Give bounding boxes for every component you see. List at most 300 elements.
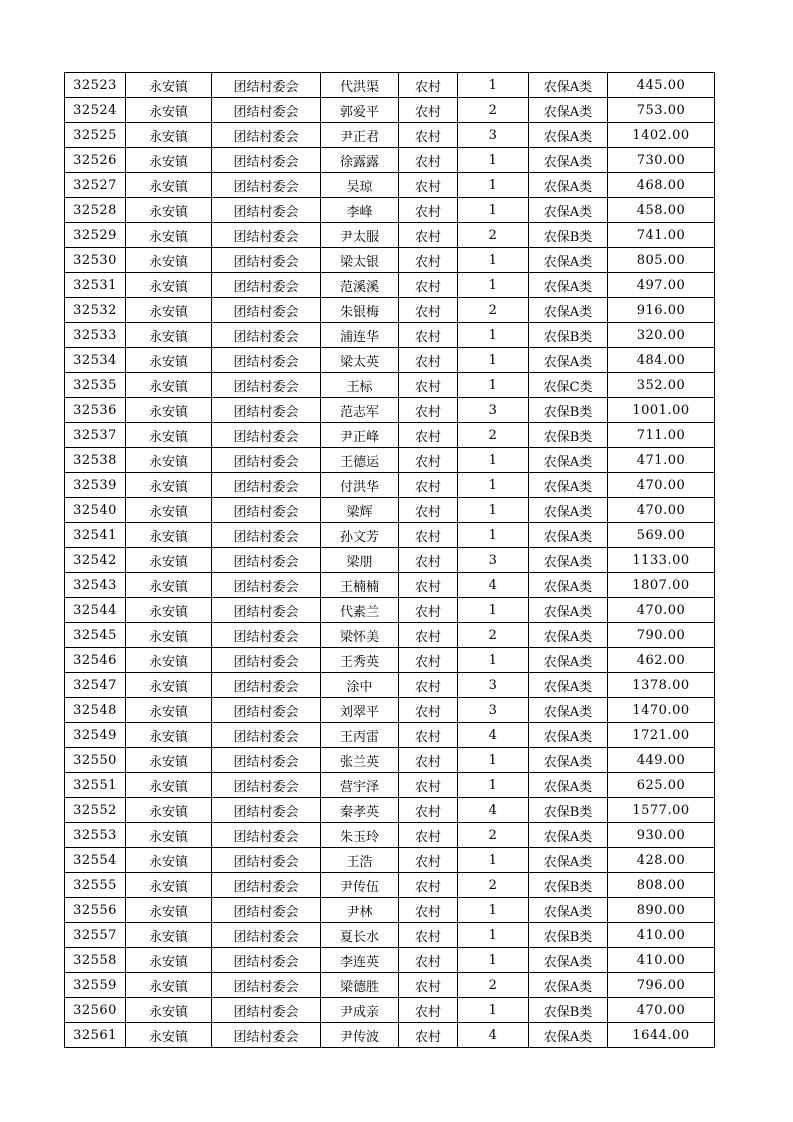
cell-residence-type: 农村: [399, 823, 458, 848]
cell-serial-number: 32530: [65, 248, 126, 273]
cell-person-name: 朱玉玲: [321, 823, 399, 848]
cell-serial-number: 32550: [65, 748, 126, 773]
cell-insurance-category: 农保A类: [529, 473, 608, 498]
cell-person-count: 1: [458, 773, 529, 798]
cell-serial-number: 32529: [65, 223, 126, 248]
cell-town: 永安镇: [126, 273, 212, 298]
cell-village-committee: 团结村委会: [212, 348, 321, 373]
cell-village-committee: 团结村委会: [212, 123, 321, 148]
cell-person-count: 3: [458, 548, 529, 573]
table-row: [65, 998, 715, 1023]
cell-amount: 1133.00: [608, 548, 715, 573]
table-row: [65, 573, 715, 598]
cell-serial-number: 32524: [65, 98, 126, 123]
cell-insurance-category: 农保B类: [529, 323, 608, 348]
cell-amount: 1470.00: [608, 698, 715, 723]
cell-town: 永安镇: [126, 523, 212, 548]
cell-person-name: 范志军: [321, 398, 399, 423]
table-row: [65, 348, 715, 373]
cell-serial-number: 32545: [65, 623, 126, 648]
cell-person-name: 李峰: [321, 198, 399, 223]
cell-person-name: 尹太服: [321, 223, 399, 248]
table-row: [65, 73, 715, 98]
cell-person-count: 1: [458, 148, 529, 173]
cell-person-name: 王楠楠: [321, 573, 399, 598]
table-row: [65, 523, 715, 548]
cell-amount: 730.00: [608, 148, 715, 173]
cell-person-count: 1: [458, 473, 529, 498]
cell-person-name: 尹传波: [321, 1023, 399, 1048]
cell-person-count: 1: [458, 998, 529, 1023]
cell-amount: 890.00: [608, 898, 715, 923]
cell-insurance-category: 农保B类: [529, 223, 608, 248]
cell-village-committee: 团结村委会: [212, 923, 321, 948]
cell-serial-number: 32559: [65, 973, 126, 998]
cell-residence-type: 农村: [399, 323, 458, 348]
cell-residence-type: 农村: [399, 798, 458, 823]
roster-table: [64, 72, 715, 1048]
cell-town: 永安镇: [126, 198, 212, 223]
cell-residence-type: 农村: [399, 223, 458, 248]
table-row: [65, 648, 715, 673]
cell-village-committee: 团结村委会: [212, 1023, 321, 1048]
cell-serial-number: 32532: [65, 298, 126, 323]
cell-insurance-category: 农保A类: [529, 173, 608, 198]
cell-insurance-category: 农保B类: [529, 423, 608, 448]
cell-village-committee: 团结村委会: [212, 98, 321, 123]
cell-town: 永安镇: [126, 248, 212, 273]
cell-village-committee: 团结村委会: [212, 898, 321, 923]
cell-person-count: 4: [458, 1023, 529, 1048]
cell-serial-number: 32541: [65, 523, 126, 548]
cell-town: 永安镇: [126, 898, 212, 923]
cell-person-count: 3: [458, 123, 529, 148]
cell-town: 永安镇: [126, 973, 212, 998]
cell-town: 永安镇: [126, 398, 212, 423]
cell-amount: 790.00: [608, 623, 715, 648]
cell-insurance-category: 农保A类: [529, 273, 608, 298]
table-row: [65, 298, 715, 323]
cell-residence-type: 农村: [399, 373, 458, 398]
cell-person-name: 梁辉: [321, 498, 399, 523]
cell-residence-type: 农村: [399, 498, 458, 523]
cell-village-committee: 团结村委会: [212, 548, 321, 573]
cell-town: 永安镇: [126, 773, 212, 798]
cell-residence-type: 农村: [399, 98, 458, 123]
cell-insurance-category: 农保A类: [529, 673, 608, 698]
cell-town: 永安镇: [126, 923, 212, 948]
cell-serial-number: 32548: [65, 698, 126, 723]
cell-person-name: 秦孝英: [321, 798, 399, 823]
cell-residence-type: 农村: [399, 598, 458, 623]
cell-person-name: 王德运: [321, 448, 399, 473]
cell-person-count: 1: [458, 248, 529, 273]
table-row: [65, 798, 715, 823]
cell-residence-type: 农村: [399, 173, 458, 198]
cell-village-committee: 团结村委会: [212, 223, 321, 248]
cell-person-name: 吴琼: [321, 173, 399, 198]
cell-person-count: 1: [458, 448, 529, 473]
cell-person-count: 2: [458, 298, 529, 323]
cell-person-count: 1: [458, 898, 529, 923]
cell-person-name: 梁怀美: [321, 623, 399, 648]
cell-person-name: 徐露露: [321, 148, 399, 173]
table-row: [65, 973, 715, 998]
cell-person-name: 王标: [321, 373, 399, 398]
cell-town: 永安镇: [126, 623, 212, 648]
cell-person-count: 1: [458, 273, 529, 298]
cell-town: 永安镇: [126, 698, 212, 723]
cell-insurance-category: 农保A类: [529, 123, 608, 148]
cell-village-committee: 团结村委会: [212, 423, 321, 448]
cell-serial-number: 32538: [65, 448, 126, 473]
cell-serial-number: 32539: [65, 473, 126, 498]
cell-residence-type: 农村: [399, 973, 458, 998]
cell-person-name: 尹正君: [321, 123, 399, 148]
table-row: [65, 623, 715, 648]
cell-residence-type: 农村: [399, 473, 458, 498]
cell-serial-number: 32549: [65, 723, 126, 748]
cell-insurance-category: 农保A类: [529, 623, 608, 648]
cell-residence-type: 农村: [399, 723, 458, 748]
cell-insurance-category: 农保A类: [529, 598, 608, 623]
cell-amount: 470.00: [608, 473, 715, 498]
cell-village-committee: 团结村委会: [212, 398, 321, 423]
cell-town: 永安镇: [126, 848, 212, 873]
cell-residence-type: 农村: [399, 923, 458, 948]
cell-residence-type: 农村: [399, 398, 458, 423]
cell-residence-type: 农村: [399, 423, 458, 448]
cell-residence-type: 农村: [399, 573, 458, 598]
cell-town: 永安镇: [126, 73, 212, 98]
cell-serial-number: 32553: [65, 823, 126, 848]
cell-village-committee: 团结村委会: [212, 373, 321, 398]
table-row: [65, 323, 715, 348]
cell-amount: 1402.00: [608, 123, 715, 148]
cell-residence-type: 农村: [399, 623, 458, 648]
cell-person-name: 刘翠平: [321, 698, 399, 723]
cell-person-count: 3: [458, 698, 529, 723]
cell-insurance-category: 农保A类: [529, 1023, 608, 1048]
cell-amount: 711.00: [608, 423, 715, 448]
cell-person-count: 2: [458, 623, 529, 648]
cell-amount: 449.00: [608, 748, 715, 773]
cell-residence-type: 农村: [399, 73, 458, 98]
cell-village-committee: 团结村委会: [212, 148, 321, 173]
cell-person-name: 梁德胜: [321, 973, 399, 998]
cell-village-committee: 团结村委会: [212, 473, 321, 498]
cell-person-count: 3: [458, 673, 529, 698]
cell-person-name: 营宇泽: [321, 773, 399, 798]
cell-amount: 1378.00: [608, 673, 715, 698]
cell-serial-number: 32556: [65, 898, 126, 923]
cell-insurance-category: 农保A类: [529, 973, 608, 998]
cell-village-committee: 团结村委会: [212, 298, 321, 323]
cell-serial-number: 32527: [65, 173, 126, 198]
cell-person-count: 1: [458, 848, 529, 873]
cell-town: 永安镇: [126, 98, 212, 123]
cell-town: 永安镇: [126, 473, 212, 498]
cell-amount: 470.00: [608, 598, 715, 623]
cell-residence-type: 农村: [399, 898, 458, 923]
table-row: [65, 923, 715, 948]
cell-serial-number: 32558: [65, 948, 126, 973]
table-row: [65, 448, 715, 473]
cell-village-committee: 团结村委会: [212, 273, 321, 298]
table-row: [65, 223, 715, 248]
cell-amount: 470.00: [608, 998, 715, 1023]
cell-residence-type: 农村: [399, 1023, 458, 1048]
cell-village-committee: 团结村委会: [212, 73, 321, 98]
cell-insurance-category: 农保B类: [529, 798, 608, 823]
cell-insurance-category: 农保C类: [529, 373, 608, 398]
cell-insurance-category: 农保A类: [529, 298, 608, 323]
cell-serial-number: 32557: [65, 923, 126, 948]
cell-residence-type: 农村: [399, 148, 458, 173]
cell-person-name: 尹林: [321, 898, 399, 923]
cell-town: 永安镇: [126, 298, 212, 323]
cell-amount: 741.00: [608, 223, 715, 248]
cell-village-committee: 团结村委会: [212, 773, 321, 798]
cell-serial-number: 32546: [65, 648, 126, 673]
cell-amount: 468.00: [608, 173, 715, 198]
cell-village-committee: 团结村委会: [212, 448, 321, 473]
cell-town: 永安镇: [126, 948, 212, 973]
table-row: [65, 198, 715, 223]
cell-town: 永安镇: [126, 123, 212, 148]
cell-serial-number: 32534: [65, 348, 126, 373]
cell-amount: 930.00: [608, 823, 715, 848]
table-row: [65, 148, 715, 173]
table-row: [65, 123, 715, 148]
cell-residence-type: 农村: [399, 523, 458, 548]
table-row: [65, 773, 715, 798]
table-row: [65, 373, 715, 398]
cell-village-committee: 团结村委会: [212, 573, 321, 598]
cell-person-name: 尹传伍: [321, 873, 399, 898]
cell-insurance-category: 农保A类: [529, 98, 608, 123]
cell-person-count: 4: [458, 573, 529, 598]
cell-amount: 625.00: [608, 773, 715, 798]
cell-insurance-category: 农保B类: [529, 998, 608, 1023]
cell-village-committee: 团结村委会: [212, 498, 321, 523]
cell-insurance-category: 农保A类: [529, 148, 608, 173]
table-row: [65, 1023, 715, 1048]
cell-serial-number: 32535: [65, 373, 126, 398]
cell-village-committee: 团结村委会: [212, 973, 321, 998]
cell-person-count: 1: [458, 598, 529, 623]
cell-amount: 753.00: [608, 98, 715, 123]
cell-village-committee: 团结村委会: [212, 198, 321, 223]
cell-serial-number: 32525: [65, 123, 126, 148]
cell-person-name: 朱银梅: [321, 298, 399, 323]
cell-residence-type: 农村: [399, 998, 458, 1023]
cell-residence-type: 农村: [399, 348, 458, 373]
cell-town: 永安镇: [126, 798, 212, 823]
cell-town: 永安镇: [126, 348, 212, 373]
cell-person-count: 2: [458, 98, 529, 123]
cell-town: 永安镇: [126, 548, 212, 573]
cell-town: 永安镇: [126, 448, 212, 473]
table-row: [65, 423, 715, 448]
cell-residence-type: 农村: [399, 648, 458, 673]
cell-village-committee: 团结村委会: [212, 598, 321, 623]
cell-residence-type: 农村: [399, 698, 458, 723]
cell-person-count: 2: [458, 223, 529, 248]
cell-amount: 1577.00: [608, 798, 715, 823]
cell-serial-number: 32543: [65, 573, 126, 598]
cell-person-count: 3: [458, 398, 529, 423]
table-row: [65, 398, 715, 423]
cell-insurance-category: 农保A类: [529, 523, 608, 548]
cell-insurance-category: 农保A类: [529, 948, 608, 973]
table-row: [65, 673, 715, 698]
table-row: [65, 248, 715, 273]
cell-person-count: 2: [458, 873, 529, 898]
cell-insurance-category: 农保A类: [529, 848, 608, 873]
cell-town: 永安镇: [126, 723, 212, 748]
cell-residence-type: 农村: [399, 773, 458, 798]
cell-person-count: 1: [458, 923, 529, 948]
table-row: [65, 473, 715, 498]
cell-town: 永安镇: [126, 998, 212, 1023]
cell-amount: 445.00: [608, 73, 715, 98]
cell-serial-number: 32561: [65, 1023, 126, 1048]
cell-person-name: 浦连华: [321, 323, 399, 348]
cell-serial-number: 32523: [65, 73, 126, 98]
cell-amount: 805.00: [608, 248, 715, 273]
cell-residence-type: 农村: [399, 673, 458, 698]
table-row: [65, 873, 715, 898]
cell-person-name: 孙文芳: [321, 523, 399, 548]
table-row: [65, 698, 715, 723]
cell-person-count: 1: [458, 948, 529, 973]
cell-insurance-category: 农保A类: [529, 723, 608, 748]
cell-person-count: 2: [458, 823, 529, 848]
cell-town: 永安镇: [126, 598, 212, 623]
cell-serial-number: 32555: [65, 873, 126, 898]
cell-insurance-category: 农保A类: [529, 698, 608, 723]
cell-amount: 569.00: [608, 523, 715, 548]
cell-person-name: 付洪华: [321, 473, 399, 498]
cell-town: 永安镇: [126, 323, 212, 348]
table-row: [65, 748, 715, 773]
cell-insurance-category: 农保B类: [529, 873, 608, 898]
cell-person-name: 夏长水: [321, 923, 399, 948]
cell-town: 永安镇: [126, 223, 212, 248]
cell-amount: 352.00: [608, 373, 715, 398]
cell-person-name: 尹成亲: [321, 998, 399, 1023]
cell-village-committee: 团结村委会: [212, 848, 321, 873]
cell-town: 永安镇: [126, 748, 212, 773]
cell-amount: 1721.00: [608, 723, 715, 748]
cell-insurance-category: 农保A类: [529, 73, 608, 98]
cell-insurance-category: 农保A类: [529, 648, 608, 673]
cell-residence-type: 农村: [399, 748, 458, 773]
table-row: [65, 848, 715, 873]
cell-serial-number: 32560: [65, 998, 126, 1023]
cell-amount: 471.00: [608, 448, 715, 473]
table-row: [65, 598, 715, 623]
cell-insurance-category: 农保B类: [529, 923, 608, 948]
cell-person-name: 梁太银: [321, 248, 399, 273]
cell-residence-type: 农村: [399, 848, 458, 873]
cell-person-count: 1: [458, 373, 529, 398]
cell-town: 永安镇: [126, 498, 212, 523]
cell-serial-number: 32526: [65, 148, 126, 173]
cell-serial-number: 32536: [65, 398, 126, 423]
cell-person-name: 尹正峰: [321, 423, 399, 448]
cell-insurance-category: 农保A类: [529, 248, 608, 273]
cell-amount: 1644.00: [608, 1023, 715, 1048]
cell-insurance-category: 农保A类: [529, 498, 608, 523]
cell-insurance-category: 农保A类: [529, 898, 608, 923]
cell-amount: 320.00: [608, 323, 715, 348]
cell-village-committee: 团结村委会: [212, 698, 321, 723]
cell-person-count: 2: [458, 973, 529, 998]
cell-person-count: 1: [458, 498, 529, 523]
cell-village-committee: 团结村委会: [212, 798, 321, 823]
cell-insurance-category: 农保A类: [529, 448, 608, 473]
cell-person-name: 范溪溪: [321, 273, 399, 298]
cell-serial-number: 32540: [65, 498, 126, 523]
cell-serial-number: 32554: [65, 848, 126, 873]
cell-village-committee: 团结村委会: [212, 248, 321, 273]
cell-town: 永安镇: [126, 673, 212, 698]
cell-village-committee: 团结村委会: [212, 523, 321, 548]
cell-amount: 1001.00: [608, 398, 715, 423]
cell-amount: 484.00: [608, 348, 715, 373]
table-row: [65, 173, 715, 198]
table-body: [65, 73, 715, 1048]
cell-town: 永安镇: [126, 148, 212, 173]
cell-insurance-category: 农保B类: [529, 398, 608, 423]
cell-residence-type: 农村: [399, 248, 458, 273]
cell-amount: 410.00: [608, 923, 715, 948]
cell-serial-number: 32544: [65, 598, 126, 623]
cell-town: 永安镇: [126, 1023, 212, 1048]
cell-village-committee: 团结村委会: [212, 998, 321, 1023]
cell-residence-type: 农村: [399, 123, 458, 148]
cell-village-committee: 团结村委会: [212, 748, 321, 773]
cell-village-committee: 团结村委会: [212, 873, 321, 898]
cell-residence-type: 农村: [399, 298, 458, 323]
cell-person-name: 梁太英: [321, 348, 399, 373]
cell-person-name: 梁朋: [321, 548, 399, 573]
cell-insurance-category: 农保A类: [529, 198, 608, 223]
cell-town: 永安镇: [126, 573, 212, 598]
cell-person-name: 李连英: [321, 948, 399, 973]
cell-amount: 1807.00: [608, 573, 715, 598]
cell-amount: 808.00: [608, 873, 715, 898]
cell-person-name: 郭爱平: [321, 98, 399, 123]
cell-amount: 497.00: [608, 273, 715, 298]
cell-amount: 462.00: [608, 648, 715, 673]
cell-serial-number: 32537: [65, 423, 126, 448]
cell-amount: 428.00: [608, 848, 715, 873]
cell-village-committee: 团结村委会: [212, 673, 321, 698]
cell-insurance-category: 农保A类: [529, 773, 608, 798]
cell-village-committee: 团结村委会: [212, 623, 321, 648]
cell-village-committee: 团结村委会: [212, 948, 321, 973]
cell-person-count: 1: [458, 73, 529, 98]
cell-amount: 470.00: [608, 498, 715, 523]
cell-person-count: 1: [458, 648, 529, 673]
cell-person-name: 涂中: [321, 673, 399, 698]
cell-person-name: 王丙雷: [321, 723, 399, 748]
cell-serial-number: 32552: [65, 798, 126, 823]
cell-residence-type: 农村: [399, 873, 458, 898]
